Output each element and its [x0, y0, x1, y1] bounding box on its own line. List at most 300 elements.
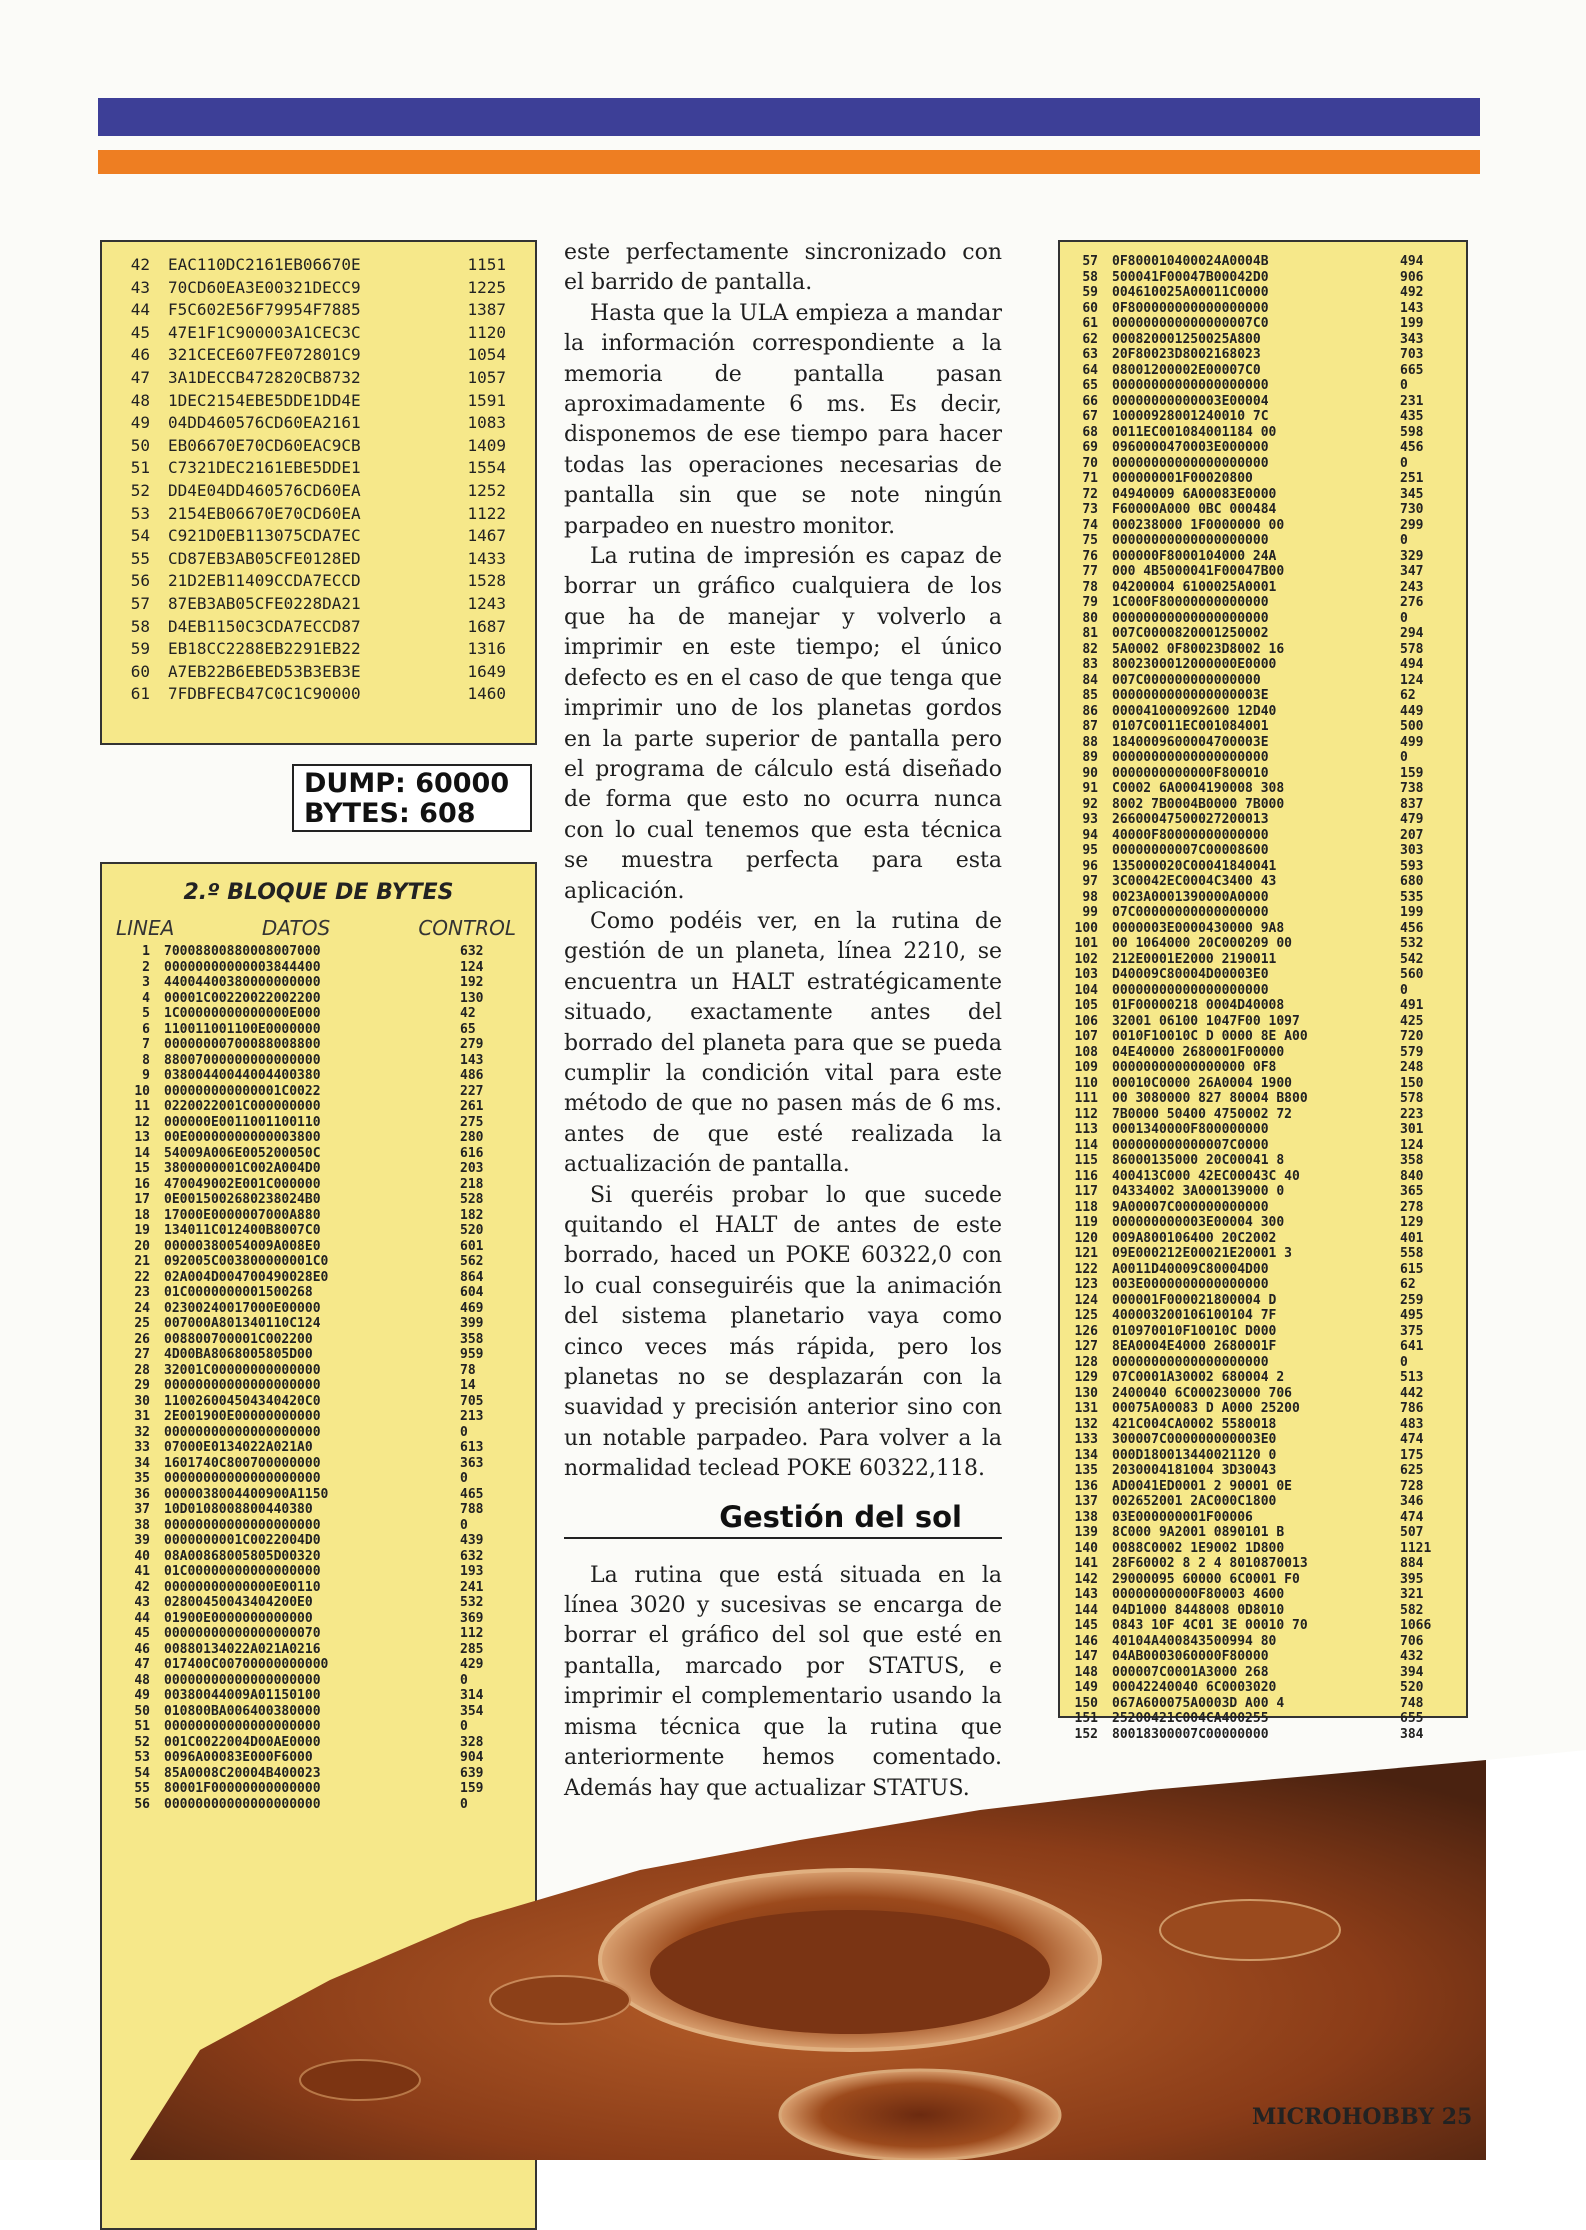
- listing-row: [1060, 1339, 1466, 1355]
- listing-row: [102, 1270, 535, 1286]
- checksum: 62: [1400, 688, 1416, 703]
- paragraph: este perfectamente sincronizado con el barrido de pantalla.: [564, 240, 1002, 296]
- listing-row: [102, 1223, 535, 1239]
- hex-data: 7FDBFECB47C0C1C90000: [168, 684, 361, 704]
- checksum: 358: [1400, 1153, 1424, 1168]
- listing-row: [102, 503, 525, 526]
- checksum: 639: [460, 1765, 484, 1781]
- dump-bytes: BYTES: 608: [304, 798, 476, 829]
- hex-data: 400003200106100104 7F: [1112, 1308, 1277, 1323]
- hex-data: 26600047500027200013: [1112, 812, 1269, 827]
- hex-data: 70CD60EA3E00321DECC9: [168, 277, 361, 297]
- line-number: 92: [1082, 796, 1098, 812]
- line-number: 50: [134, 1703, 150, 1719]
- listing-row: [1060, 378, 1466, 394]
- checksum: 0: [460, 1424, 468, 1440]
- hex-data: 80001F00000000000000: [164, 1781, 321, 1796]
- line-number: 136: [1074, 1478, 1098, 1494]
- listing-row: [1060, 1649, 1466, 1665]
- line-number: 87: [1082, 719, 1098, 734]
- hex-data: 00010C0000 26A0004 1900: [1112, 1075, 1293, 1091]
- checksum: 124: [460, 959, 484, 975]
- checksum: 562: [460, 1254, 484, 1269]
- hex-data: 80018300007C00000000: [1112, 1726, 1269, 1742]
- checksum: 1122: [467, 503, 506, 523]
- listing-row: [1060, 254, 1466, 270]
- hex-data: 2E001900E00000000000: [164, 1409, 321, 1424]
- line-number: 42: [130, 255, 150, 274]
- hex-data: 1840009600004700003E: [1112, 734, 1269, 750]
- line-number: 48: [134, 1672, 150, 1688]
- line-number: 83: [1082, 657, 1098, 672]
- checksum: 429: [460, 1657, 484, 1672]
- hex-data: 000000000000007C0000: [1112, 1137, 1269, 1153]
- listing-row: [102, 1099, 535, 1115]
- listing-row: [102, 412, 525, 435]
- checksum: 520: [1400, 1680, 1424, 1695]
- line-number: 151: [1074, 1711, 1098, 1726]
- listing-row: [1060, 332, 1466, 348]
- listing-row: [102, 1208, 535, 1224]
- listing-row: [1060, 1665, 1466, 1681]
- line-number: 123: [1074, 1277, 1098, 1292]
- listing-row: [1060, 1727, 1466, 1743]
- hex-data: 000000000000000007C0: [1112, 316, 1269, 331]
- line-number: 120: [1074, 1230, 1098, 1246]
- listing-row: [102, 1394, 535, 1410]
- hex-data: 0000000001C0022004D0: [164, 1533, 321, 1548]
- checksum: 301: [1400, 1122, 1424, 1137]
- listing-row: [1060, 1448, 1466, 1464]
- hex-data: 007000A801340110C124: [164, 1316, 321, 1331]
- hex-data: 092005C003800000001C0: [164, 1254, 329, 1269]
- checksum: 143: [460, 1052, 484, 1068]
- hex-data: 3A1DECCB472820CB8732: [168, 367, 361, 387]
- listing-row: [102, 1130, 535, 1146]
- listing-row: [102, 1704, 535, 1720]
- listing-row: [1060, 1432, 1466, 1448]
- listing-row: [1060, 1680, 1466, 1696]
- line-number: 57: [130, 593, 150, 613]
- listing-row: [1060, 952, 1466, 968]
- hex-data: 00000000000000000000: [164, 1517, 321, 1533]
- hex-data: CD87EB3AB05CFE0128ED: [168, 548, 361, 568]
- listing-row: [1060, 1386, 1466, 1402]
- checksum: 159: [460, 1781, 484, 1796]
- checksum: 328: [460, 1734, 484, 1750]
- checksum: 1151: [467, 255, 506, 274]
- line-number: 45: [134, 1626, 150, 1641]
- line-number: 76: [1082, 548, 1098, 564]
- listing-row: [102, 1518, 535, 1534]
- hex-data: 00000000000000000000: [1112, 378, 1269, 393]
- listing-row: [1060, 1200, 1466, 1216]
- line-number: 41: [134, 1564, 150, 1579]
- listing-row: [1060, 766, 1466, 782]
- line-number: 62: [1082, 331, 1098, 347]
- line-number: 53: [134, 1750, 150, 1765]
- line-number: 4: [142, 990, 150, 1006]
- checksum: 582: [1400, 1602, 1424, 1618]
- checksum: 358: [460, 1331, 484, 1347]
- checksum: 615: [1400, 1261, 1424, 1277]
- checksum: 0: [1400, 1354, 1408, 1370]
- hex-data: 000001F000021800004 D: [1112, 1292, 1277, 1308]
- checksum: 680: [1400, 874, 1424, 889]
- checksum: 0: [460, 1672, 468, 1688]
- checksum: 363: [460, 1455, 484, 1471]
- checksum: 1054: [467, 345, 506, 365]
- line-number: 68: [1082, 424, 1098, 440]
- listing-row: [1060, 1494, 1466, 1510]
- line-number: 84: [1082, 672, 1098, 688]
- checksum: 65: [460, 1021, 476, 1037]
- listing-row: [1060, 518, 1466, 534]
- hex-data: 00 3080000 827 80004 B800: [1112, 1091, 1308, 1106]
- line-number: 149: [1074, 1680, 1098, 1695]
- hex-data: 017400C00700000000000: [164, 1657, 329, 1672]
- line-number: 20: [134, 1238, 150, 1254]
- listing-row: [102, 1502, 535, 1518]
- listing-row: [1060, 440, 1466, 456]
- listing-row: [1060, 347, 1466, 363]
- checksum: 0: [1400, 378, 1408, 393]
- line-number: 43: [130, 277, 150, 297]
- checksum: 616: [460, 1145, 484, 1161]
- hex-data: 04200004 6100025A0001: [1112, 579, 1277, 595]
- listing-row: [1060, 719, 1466, 735]
- listing-row: [102, 1053, 535, 1069]
- hex-data: 00000000000000000000: [1112, 1354, 1269, 1370]
- line-number: 111: [1074, 1091, 1098, 1106]
- line-number: 53: [130, 503, 150, 523]
- hex-data: A0011D40009C80004D00: [1112, 1261, 1269, 1277]
- listing-row: [1060, 1091, 1466, 1107]
- listing-row: [1060, 1277, 1466, 1293]
- line-number: 61: [130, 684, 150, 704]
- hex-data: AD0041ED0001 2 90001 0E: [1112, 1478, 1293, 1494]
- checksum: 528: [460, 1192, 484, 1207]
- hex-data: 001C0022004D00AE0000: [164, 1734, 321, 1750]
- line-number: 40: [134, 1548, 150, 1564]
- page-footer: [1252, 2104, 1472, 2130]
- hex-data: 00001C00220022002200: [164, 990, 321, 1006]
- hex-data: 7B0000 50400 4750002 72: [1112, 1106, 1293, 1122]
- checksum: 1066: [1400, 1618, 1432, 1633]
- line-number: 77: [1082, 564, 1098, 579]
- line-number: 9: [142, 1068, 150, 1083]
- listing-row: [1060, 285, 1466, 301]
- line-number: 139: [1074, 1525, 1098, 1540]
- listing-row: [1060, 502, 1466, 518]
- checksum: 223: [1400, 1106, 1424, 1122]
- line-number: 29: [134, 1378, 150, 1393]
- listing-row: [1060, 316, 1466, 332]
- listing-row: [1060, 564, 1466, 580]
- hex-data: 000000000000001C0022: [164, 1083, 321, 1099]
- column-header-control: CONTROL: [418, 916, 516, 940]
- line-number: 124: [1074, 1292, 1098, 1308]
- line-number: 11: [134, 1099, 150, 1114]
- checksum: 495: [1400, 1308, 1424, 1323]
- line-number: 36: [134, 1486, 150, 1502]
- hex-data: 2030004181004 3D30043: [1112, 1463, 1277, 1478]
- line-number: 37: [134, 1502, 150, 1517]
- line-number: 132: [1074, 1416, 1098, 1432]
- line-number: 72: [1082, 486, 1098, 502]
- listing-row: [102, 1735, 535, 1751]
- checksum: 492: [1400, 285, 1424, 300]
- checksum: 1120: [467, 322, 506, 342]
- checksum: 42: [460, 1006, 476, 1021]
- listing-rows: [102, 254, 525, 706]
- checksum: 0: [1400, 750, 1408, 765]
- line-number: 95: [1082, 843, 1098, 858]
- line-number: 152: [1074, 1726, 1098, 1742]
- listing-row: [1060, 890, 1466, 906]
- hex-data: 01900E0000000000000: [164, 1610, 313, 1626]
- line-number: 55: [134, 1781, 150, 1796]
- checksum: 532: [1400, 936, 1424, 951]
- checksum: 329: [1400, 548, 1424, 564]
- line-number: 105: [1074, 998, 1098, 1013]
- line-number: 107: [1074, 1029, 1098, 1044]
- line-number: 22: [134, 1269, 150, 1285]
- line-number: 28: [134, 1362, 150, 1378]
- line-number: 58: [130, 616, 150, 636]
- listing-row: [1060, 657, 1466, 673]
- hex-data: 400413C000 42EC00043C 40: [1112, 1168, 1300, 1184]
- listing-row: [102, 1161, 535, 1177]
- listing-row: [102, 548, 525, 571]
- listing-row: [102, 1595, 535, 1611]
- checksum: 604: [460, 1285, 484, 1300]
- listing-row: [102, 1022, 535, 1038]
- line-number: 23: [134, 1285, 150, 1300]
- listing-row: [102, 1037, 535, 1053]
- listing-row: [1060, 1153, 1466, 1169]
- hex-data: 8002 7B0004B0000 7B000: [1112, 796, 1285, 812]
- checksum: 0: [1400, 533, 1408, 548]
- checksum: 1433: [467, 548, 506, 568]
- listing-row: [1060, 1262, 1466, 1278]
- hex-data: 500041F00047B00042D0: [1112, 269, 1269, 285]
- checksum: 347: [1400, 564, 1424, 579]
- listing-row: [1060, 828, 1466, 844]
- listing-row: [1060, 626, 1466, 642]
- listing-row: [102, 254, 525, 277]
- listing-row: [1060, 967, 1466, 983]
- listing-row: [102, 1006, 535, 1022]
- hex-data: 2400040 6C000230000 706: [1112, 1385, 1293, 1401]
- checksum: 248: [1400, 1060, 1424, 1075]
- hex-data: 00000000000000000000: [1112, 750, 1269, 765]
- hex-data: 32001 06100 1047F00 1097: [1112, 1013, 1300, 1029]
- checksum: 231: [1400, 393, 1424, 409]
- checksum: 788: [460, 1502, 484, 1517]
- line-number: 43: [134, 1595, 150, 1610]
- listing-row: [102, 616, 525, 639]
- line-number: 49: [134, 1688, 150, 1703]
- line-number: 91: [1082, 781, 1098, 796]
- hex-data: 007C000000000000000: [1112, 672, 1261, 688]
- hex-data: 110026004504340420C0: [164, 1393, 321, 1409]
- listing-row: [1060, 611, 1466, 627]
- listing-row: [1060, 1184, 1466, 1200]
- line-number: 97: [1082, 874, 1098, 889]
- hex-data: 3C00042EC0004C3400 43: [1112, 874, 1277, 889]
- line-number: 59: [130, 639, 150, 659]
- checksum: 558: [1400, 1246, 1424, 1261]
- hex-data: 00000000000000000000: [1112, 455, 1269, 471]
- listing-row: [102, 960, 535, 976]
- listing-row: [102, 1378, 535, 1394]
- hex-data: 03E000000001F00006: [1112, 1509, 1253, 1525]
- line-number: 60: [1082, 300, 1098, 316]
- checksum: 278: [1400, 1199, 1424, 1215]
- checksum: 513: [1400, 1370, 1424, 1385]
- line-number: 63: [1082, 347, 1098, 362]
- checksum: 535: [1400, 889, 1424, 905]
- listing-row: [1060, 859, 1466, 875]
- hex-data: 000820001250025A800: [1112, 331, 1261, 347]
- hex-data: 007C0000820001250002: [1112, 626, 1269, 641]
- checksum: 706: [1400, 1633, 1424, 1649]
- block-column-headers: [102, 916, 535, 944]
- checksum: 276: [1400, 595, 1424, 610]
- hex-data: 01C0000000001500268: [164, 1285, 313, 1300]
- listing-row: [102, 593, 525, 616]
- listing-row: [102, 1254, 535, 1270]
- line-number: 2: [142, 959, 150, 975]
- hex-data: 0088C0002 1E9002 1D800: [1112, 1540, 1285, 1556]
- line-number: 144: [1074, 1602, 1098, 1618]
- hex-data: 000D180013440021120 0: [1112, 1447, 1277, 1463]
- hex-data: 000238000 1F0000000 00: [1112, 517, 1285, 533]
- line-number: 143: [1074, 1587, 1098, 1602]
- checksum: 1460: [467, 684, 506, 704]
- checksum: 0: [1400, 455, 1408, 471]
- hex-data: 1DEC2154EBE5DDE1DD4E: [168, 390, 361, 410]
- listing-row: [1060, 425, 1466, 441]
- checksum: 0: [460, 1719, 468, 1734]
- hex-data: 0843 10F 4C01 3E 00010 70: [1112, 1618, 1308, 1633]
- line-number: 50: [130, 435, 150, 455]
- hex-data: 2154EB06670E70CD60EA: [168, 503, 361, 523]
- line-number: 108: [1074, 1044, 1098, 1060]
- line-number: 52: [130, 480, 150, 500]
- checksum: 601: [460, 1238, 484, 1254]
- hex-data: 07C00000000000000000: [1112, 905, 1269, 920]
- line-number: 52: [134, 1734, 150, 1750]
- listing-row: [1060, 998, 1466, 1014]
- line-number: 74: [1082, 517, 1098, 533]
- line-number: 14: [134, 1145, 150, 1161]
- hex-data: 067A600075A0003D A00 4: [1112, 1695, 1285, 1711]
- checksum: 748: [1400, 1695, 1424, 1711]
- checksum: 175: [1400, 1447, 1424, 1463]
- checksum: 0: [460, 1471, 468, 1486]
- column-header-data: DATOS: [261, 916, 331, 940]
- checksum: 0: [460, 1517, 468, 1533]
- checksum: 906: [1400, 269, 1424, 285]
- checksum: 62: [1400, 1277, 1416, 1292]
- listing-row: [1060, 1711, 1466, 1727]
- hex-data: 01F00000218 0004D40008: [1112, 998, 1285, 1013]
- line-number: 70: [1082, 455, 1098, 471]
- hex-data: 47E1F1C900003A1CEC3C: [168, 322, 361, 342]
- line-number: 113: [1074, 1122, 1098, 1137]
- line-number: 118: [1074, 1199, 1098, 1215]
- line-number: 8: [142, 1052, 150, 1068]
- hex-data: 17000E0000007000A880: [164, 1207, 321, 1223]
- line-number: 59: [1082, 285, 1098, 300]
- line-number: 13: [134, 1130, 150, 1145]
- listing-row: [1060, 487, 1466, 503]
- listing-row: [1060, 1355, 1466, 1371]
- line-number: 137: [1074, 1494, 1098, 1509]
- listing-row: [1060, 1510, 1466, 1526]
- listing-row: [1060, 1293, 1466, 1309]
- checksum: 837: [1400, 796, 1424, 812]
- line-number: 51: [130, 458, 150, 478]
- checksum: 1316: [467, 639, 506, 659]
- checksum: 578: [1400, 1091, 1424, 1106]
- hex-data: 20F80023D8002168023: [1112, 347, 1261, 362]
- hex-data: 008800700001C002200: [164, 1331, 313, 1347]
- checksum: 218: [460, 1176, 484, 1192]
- listing-row: [102, 991, 535, 1007]
- checksum: 479: [1400, 812, 1424, 827]
- line-number: 146: [1074, 1633, 1098, 1649]
- line-number: 49: [130, 413, 150, 433]
- checksum: 394: [1400, 1664, 1424, 1680]
- listing-row: [1060, 1324, 1466, 1340]
- listing-row: [102, 367, 525, 390]
- checksum: 294: [1400, 626, 1424, 641]
- hex-data: 02800450043404200E0: [164, 1595, 313, 1610]
- checksum: 578: [1400, 641, 1424, 657]
- line-number: 26: [134, 1331, 150, 1347]
- listing-row: [102, 1192, 535, 1208]
- line-number: 46: [130, 345, 150, 365]
- hex-data: 85A0008C20004B400023: [164, 1765, 321, 1781]
- header-band-blue: [98, 98, 1480, 136]
- hex-data: 0011EC001084001184 00: [1112, 424, 1277, 440]
- listing-row: [102, 1564, 535, 1580]
- hex-data: 02300240017000E00000: [164, 1300, 321, 1316]
- checksum: 1528: [467, 571, 506, 591]
- hex-data: 5A0002 0F80023D8002 16: [1112, 641, 1285, 657]
- listing-row: [102, 1409, 535, 1425]
- checksum: 1121: [1400, 1540, 1432, 1556]
- hex-data: 88007000000000000000: [164, 1052, 321, 1068]
- line-number: 35: [134, 1471, 150, 1486]
- line-number: 31: [134, 1409, 150, 1424]
- magazine-name: MICROHOBBY: [1252, 2104, 1435, 2130]
- line-number: 69: [1082, 440, 1098, 455]
- listing-row: [102, 1719, 535, 1735]
- hex-data: EB18CC2288EB2291EB22: [168, 639, 361, 659]
- checksum: 532: [460, 1595, 484, 1610]
- listing-row: [1060, 1417, 1466, 1433]
- hex-data: 00000000000000000000: [1112, 533, 1269, 548]
- line-number: 51: [134, 1719, 150, 1734]
- checksum: 0: [460, 1796, 468, 1812]
- checksum: 456: [1400, 920, 1424, 936]
- listing-row: [1060, 983, 1466, 999]
- listing-row: [102, 1657, 535, 1673]
